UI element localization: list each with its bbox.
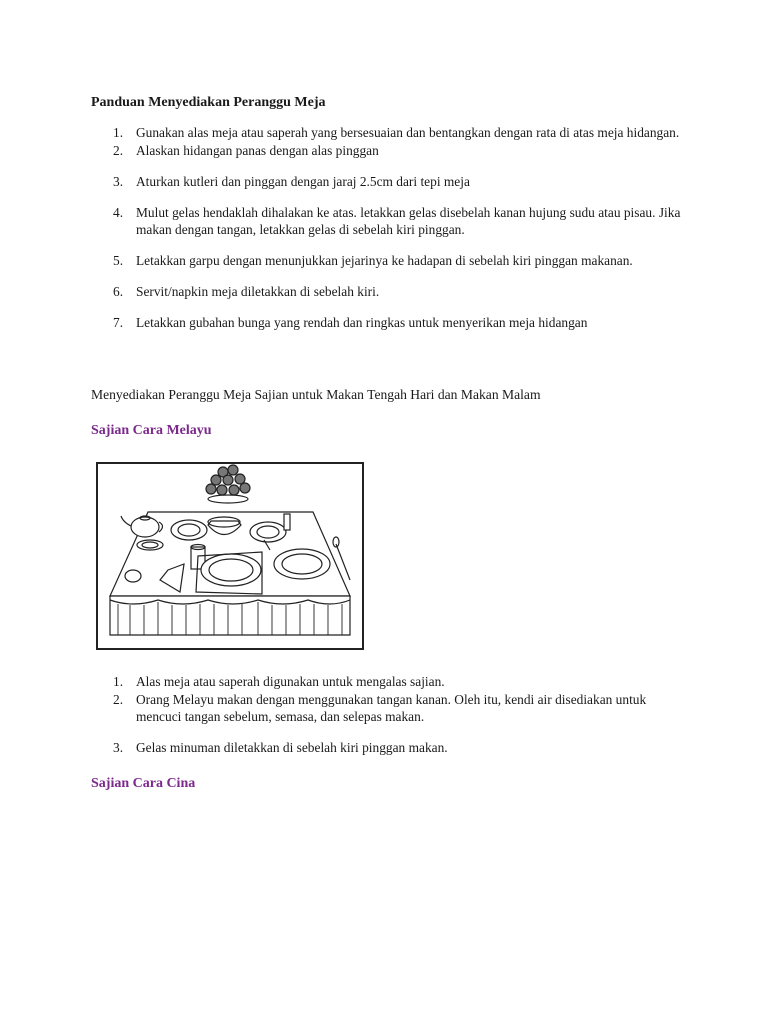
list-text: Gelas minuman diletakkan di sebelah kiri pinggan makan. — [136, 740, 448, 755]
list-item — [91, 691, 691, 725]
list-number: 1. — [113, 674, 124, 689]
list-number: 4. — [113, 205, 124, 220]
list-text: Gunakan alas meja atau saperah yang bersesuaian dan bentangkan dengan rata di atas meja hidangan. — [136, 125, 680, 140]
list-item — [91, 283, 691, 300]
flower-arrangement — [206, 465, 250, 503]
list-number: 5. — [113, 253, 124, 268]
list-text: Letakkan garpu dengan menunjukkan jejarinya ke hadapan di sebelah kiri pinggan makanan. — [136, 253, 633, 268]
list-text: Orang Melayu makan dengan menggunakan tangan kanan. Oleh itu, kendi air disediakan untuk mencuci tangan sebelum, semasa, dan selepas makan. — [136, 692, 647, 724]
list-number: 3. — [113, 740, 124, 755]
melayu-steps-list — [91, 673, 691, 756]
list-item — [91, 124, 691, 141]
plate-back-left — [171, 520, 207, 540]
list-number: 1. — [113, 125, 124, 140]
list-text: Mulut gelas hendaklah dihalakan ke atas. letakkan gelas disebelah kanan hujung sudu atau pisau. Jika makan dengan tangan, letakkan gelas di sebelah kiri pinggan. — [136, 205, 681, 237]
table-setting-drawing — [88, 452, 368, 652]
teapot-drawing — [121, 516, 163, 550]
list-item — [91, 252, 691, 269]
list-text: Servit/napkin meja diletakkan di sebelah kiri. — [136, 284, 380, 299]
list-item — [91, 673, 691, 690]
table-setting-illustration — [88, 452, 368, 652]
list-number: 3. — [113, 174, 124, 189]
list-text: Alaskan hidangan panas dengan alas pinggan — [136, 143, 379, 158]
list-item — [91, 142, 691, 159]
list-text: Aturkan kutleri dan pinggan dengan jaraj 2.5cm dari tepi meja — [136, 174, 470, 189]
section-subtitle: Menyediakan Peranggu Meja Sajian untuk Makan Tengah Hari dan Makan Malam — [91, 387, 541, 402]
spoon-right — [284, 514, 290, 530]
list-number: 6. — [113, 284, 124, 299]
list-item — [91, 314, 691, 331]
list-item — [91, 173, 691, 190]
list-number: 7. — [113, 315, 124, 330]
list-item — [91, 204, 691, 238]
page-title: Panduan Menyediakan Peranggu Meja — [91, 95, 326, 110]
list-text: Alas meja atau saperah digunakan untuk mengalas sajian. — [136, 674, 445, 689]
list-number: 2. — [113, 143, 124, 158]
plate-back-right — [250, 522, 286, 542]
section-heading-cina: Sajian Cara Cina — [91, 776, 196, 791]
list-number: 2. — [113, 692, 124, 707]
section-heading-melayu: Sajian Cara Melayu — [91, 423, 212, 438]
small-saucer — [125, 570, 141, 582]
guide-steps-list — [91, 124, 691, 331]
list-item — [91, 739, 691, 756]
list-text: Letakkan gubahan bunga yang rendah dan ringkas untuk menyerikan meja hidangan — [136, 315, 588, 330]
